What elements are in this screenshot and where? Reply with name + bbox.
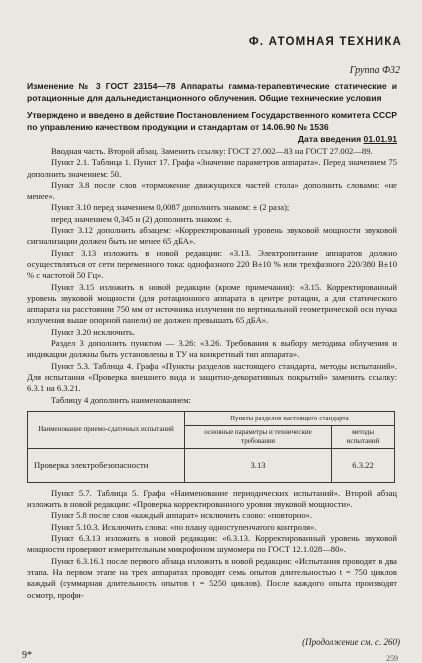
- table-header-requirements: основные параметры и технические требования: [185, 425, 332, 448]
- paragraph: Пункт 3.20 исключить.: [51, 326, 135, 337]
- paragraph: Пункт 3.8 после слов «торможение движущихся частей стола» дополнить словами: «не менее».: [27, 179, 397, 202]
- table-cell-name: Проверка электробезопасности: [28, 448, 185, 482]
- paragraph: Пункт 2.1. Таблица 1. Пункт 17. Графа «Значение параметров аппарата». Перед значением 75 дополнить значением: 50.: [27, 157, 397, 179]
- page-number-left: 9*: [22, 650, 32, 661]
- paragraph: Пункт 6.3.13 изложить в новой редакции: «6.3.13. Корректированный уровень звуковой мощности проверяют измерительным микрофоном шумомера по ГОСТ 12.1.028—80».: [27, 533, 397, 555]
- document-body: [27, 146, 397, 601]
- table-row: [28, 448, 395, 482]
- paragraph: Пункт 3.10 перед значением 0,0087 дополнить знаком: ± (2 раза);: [51, 202, 290, 213]
- paragraph: Пункт 6.3.16.1 после первого абзаца изложить в новой редакции: «Испытания проводят в два этапа. На первом этапе на трех аппаратах проводят семь опытов длительностью t = 750 циклов каждый (суммарная длительность опытов t = 5250 циклов). После каждого опыта производят осмотр, профи-: [27, 555, 397, 600]
- amendment-title: Изменение № 3 ГОСТ 23154—78 Аппараты гамма-терапевтические статические и ротационные для дальнедистанционного облучения. Общие технические условия: [27, 81, 397, 103]
- table-header-tests: Наименование приемо-сдаточных испытаний: [28, 411, 185, 448]
- approval-statement: Утверждено и введено в действие Постановлением Государственного комитета СССР по управлению качеством продукции и стандартам от 14.06.90 № 1536: [27, 110, 398, 132]
- introduction-date: [27, 133, 397, 145]
- table-header-group: Пункты разделов настоящего стандарта: [185, 411, 395, 425]
- continuation-note: (Продолжение см. с. 260): [302, 637, 400, 647]
- page-number-right: 259: [386, 654, 398, 663]
- paragraph: перед значением 0,345 и (2) дополнить знаком: ±.: [51, 213, 232, 224]
- paragraph: Вводная часть. Второй абзац. Заменить ссылку: ГОСТ 27.002—83 на ГОСТ 27.002—89.: [51, 146, 373, 156]
- amendment-table: [27, 411, 395, 483]
- table-header-methods: методы испытаний: [332, 425, 395, 448]
- paragraph: Пункт 3.12 дополнить абзацем: «Корректированный уровень звуковой мощности звуковой сигнализации должен быть не менее 65 дБА».: [27, 225, 397, 247]
- group-label: Группа Ф32: [349, 65, 400, 76]
- table-cell-requirement: 3.13: [185, 448, 332, 482]
- paragraph: Раздел 3 дополнить пунктом — 3.26: «3.26. Требования к выбору методика облучения и индикации должны быть установлены в ТУ на конкретный тип аппарата».: [27, 338, 397, 360]
- amendment-heading: [27, 80, 397, 145]
- paragraph: Пункт 5.7. Таблица 5. Графа «Наименование периодических испытаний». Второй абзац изложить в новой редакции: «Проверка корректированного уровня звуковой мощности».: [27, 487, 397, 510]
- paragraph: Таблицу 4 дополнить наименованием:: [51, 394, 191, 405]
- intro-date-label: Дата введения: [297, 134, 362, 144]
- paragraph: Пункт 3.15 изложить в новой редакции (кроме примечания): «3.15. Корректированный уровень звуковой мощности (для ротационного аппарата в центре ротации, а для статического аппарата на расстоянии 750 мм от источника излучения по вертикальной геометрической оси пучка излучения выше опорной панели) не должен превышать 65 дБА».: [27, 281, 397, 326]
- intro-date-value: 01.01.91: [363, 134, 397, 144]
- table-cell-method: 6.3.22: [332, 448, 395, 482]
- paragraph: Пункт 5.8 после слов «каждый аппарат» исключить слово: «повторно».: [51, 510, 313, 521]
- section-title: Ф. АТОМНАЯ ТЕХНИКА: [248, 36, 402, 48]
- paragraph: Пункт 5.10.3. Исключить слова: «по плану одноступенчатого контроля».: [51, 521, 317, 532]
- paragraph: Пункт 3.13 изложить в новой редакции: «3.13. Электропитание аппаратов должно осуществляться от сети переменного тока: однофазного 220 В±10 % или трехфазного 220/380 В±10 % с частотой 50 Гц».: [27, 247, 397, 281]
- paragraph: Пункт 5.3. Таблица 4. Графа «Пункты разделов настоящего стандарта, методы испытаний». Для испытания «Проверка внешнего вида и защитно-декоративных покрытий» заменить ссылку: 6.3.1 на 6.3.21.: [27, 360, 397, 394]
